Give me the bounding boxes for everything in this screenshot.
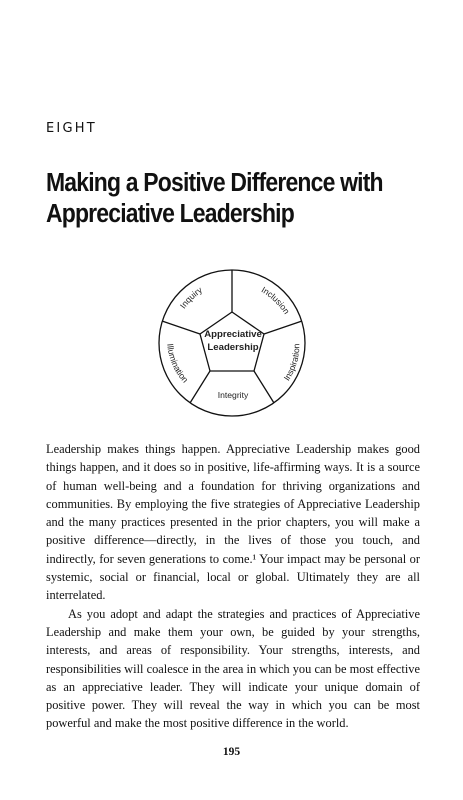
chapter-title-line-1: Making a Positive Difference with — [46, 169, 383, 197]
divider-left — [162, 321, 200, 334]
five-strategies-diagram — [157, 268, 307, 418]
divider-bottom-left — [190, 371, 210, 403]
diagram-center-line-2: Leadership — [207, 342, 259, 353]
chapter-title — [46, 168, 397, 230]
chapter-title-line-2: Appreciative Leadership — [46, 200, 294, 228]
page-number: 195 — [222, 746, 241, 758]
segment-inclusion-label: Inclusion — [259, 284, 292, 316]
divider-right — [264, 321, 302, 334]
diagram-center-line-1: Appreciative — [204, 329, 262, 340]
chapter-number: EIGHT — [46, 121, 97, 136]
segment-inspiration-label: Inspiration — [281, 343, 302, 383]
paragraph: Leadership makes things happen. Appreciative Leadership makes good things happen, and it does so in positive, life-affirming ways. It is a source of human well-being and a foundation for thriving organizations and communities. By employing the five strategies of Appreciative Leadership and the many practices presented in the prior chapters, you will make a positive difference—directly, in the lives of those you touch, and indirectly, for seven generations to come.¹ Your impact may be personal or systemic, social or financial, local or global. Ultimately they are all interrelated. — [46, 442, 420, 603]
body-text — [46, 440, 420, 733]
segment-inquiry-label: Inquiry — [177, 284, 204, 311]
segment-illumination-label: Illumination — [165, 343, 191, 385]
divider-bottom-right — [254, 371, 274, 403]
paragraph: As you adopt and adapt the strategies and practices of Appreciative Leadership and make them your own, be guided by your strengths, interests, and areas of responsibility. Your strengths, interests, and responsibilities will coalesce in the area in which you can be most effective as an appreciative leader. They will indicate your unique domain of positive power. They will reveal the way in which you can be most powerful and make the most positive difference in the world. — [46, 606, 420, 731]
segment-integrity-label: Integrity — [217, 390, 249, 400]
